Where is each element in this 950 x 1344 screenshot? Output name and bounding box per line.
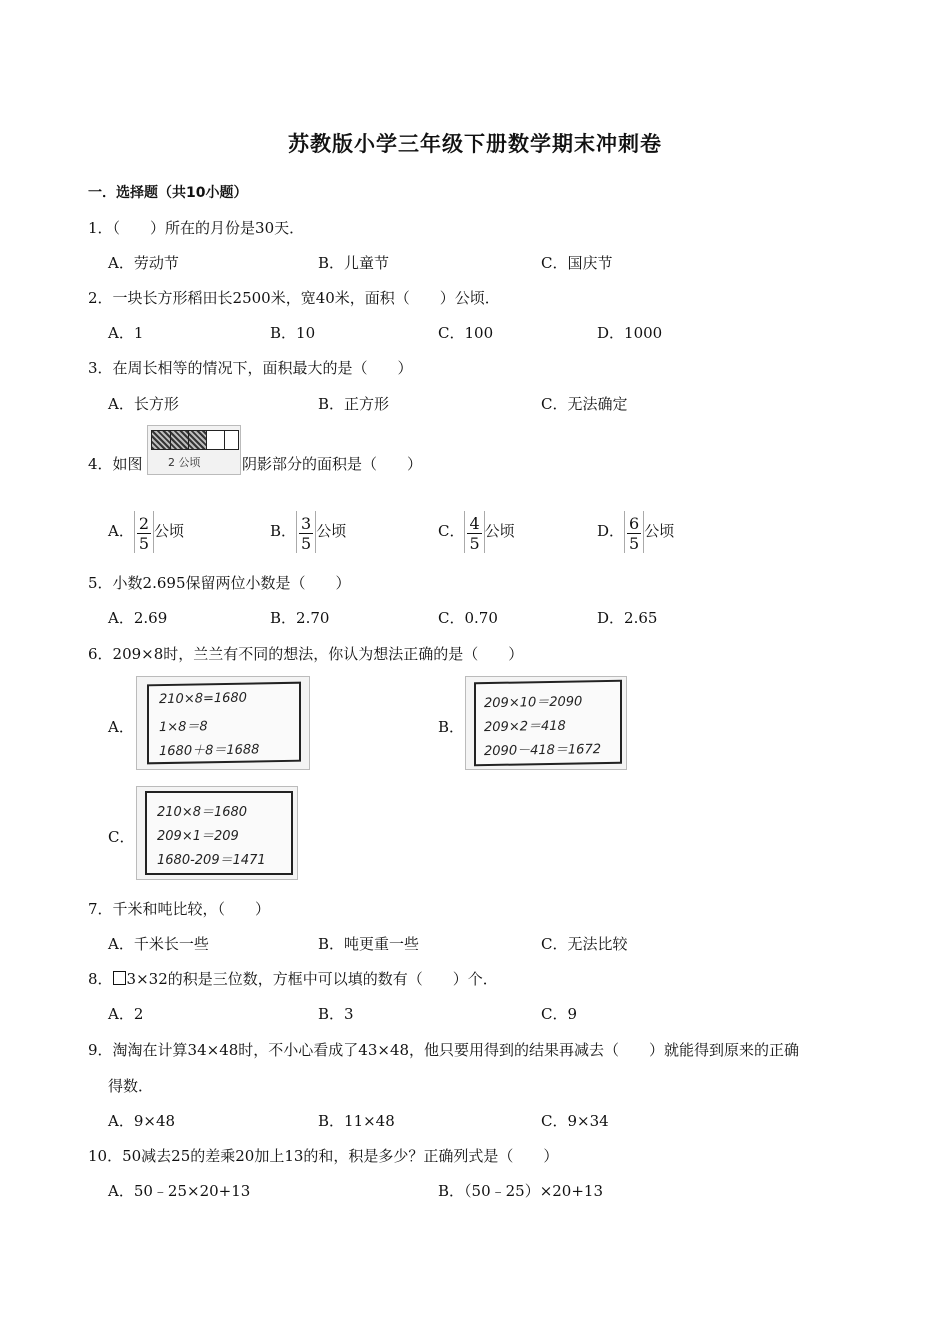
question-1-stem: 1．（ ）所在的月份是30天．	[88, 219, 305, 237]
question-1-option-c[interactable]: C．国庆节	[541, 254, 613, 272]
question-8-stem	[88, 969, 498, 989]
question-8-option-c[interactable]: C．9	[541, 1005, 578, 1023]
question-6-option-b-image[interactable]	[465, 676, 627, 770]
question-6-option-c-label[interactable]: C．	[108, 828, 135, 846]
question-8-option-b[interactable]: B．3	[318, 1005, 354, 1023]
question-5-option-d[interactable]: D．2.65	[597, 609, 658, 627]
question-3-stem: 3．在周长相等的情况下，面积最大的是（ ）	[88, 359, 413, 377]
question-7-option-c[interactable]: C．无法比较	[541, 935, 628, 953]
question-3-option-c[interactable]: C．无法确定	[541, 395, 628, 413]
unit-label: 公顷	[316, 522, 347, 540]
question-4-stem-suffix: 阴影部分的面积是（ ）	[242, 455, 423, 473]
option-letter: C．	[438, 522, 465, 540]
calc-line: 2090－418＝1672	[484, 742, 601, 760]
strip-divider	[188, 431, 189, 449]
question-9-stem-line-1: 9．淘淘在计算34×48时，不小心看成了43×48，他只要用得到的结果再减去（ ）就能得到原来的正确	[88, 1041, 800, 1059]
handwritten-card	[147, 682, 301, 765]
question-1-option-a[interactable]: A．劳动节	[108, 254, 179, 272]
question-4-stem-prefix: 4．如图	[88, 455, 143, 473]
calc-line: 1×8＝8	[159, 719, 208, 736]
question-4-option-c[interactable]	[438, 510, 515, 553]
question-2-option-c[interactable]: C．100	[438, 324, 494, 342]
section-heading: 一．选择题（共10小题）	[88, 185, 248, 201]
strip-divider	[170, 431, 171, 449]
question-9-option-a[interactable]: A．9×48	[108, 1112, 176, 1130]
option-letter: D．	[597, 522, 625, 540]
handwritten-card	[145, 791, 293, 875]
question-3-option-b[interactable]: B．正方形	[318, 395, 390, 413]
calc-line: 210×8=1680	[159, 690, 247, 708]
question-5-option-b[interactable]: B．2.70	[270, 609, 330, 627]
question-2-option-d[interactable]: D．1000	[597, 324, 663, 342]
area-strip-figure	[147, 425, 241, 475]
question-number: 8．	[88, 970, 113, 988]
calc-line: 209×1＝209	[157, 829, 239, 844]
calc-line: 210×8＝1680	[157, 805, 248, 820]
strip-bar	[151, 430, 239, 450]
calc-line: 1680-209＝1471	[157, 853, 266, 868]
question-7-option-b[interactable]: B．吨更重一些	[318, 935, 420, 953]
unit-label: 公顷	[644, 522, 675, 540]
question-4-option-d[interactable]	[597, 510, 674, 553]
fraction: $\frac{6}{5}$	[629, 513, 640, 553]
fraction: $\frac{3}{5}$	[301, 513, 312, 553]
question-6-option-b-label[interactable]: B．	[438, 718, 465, 736]
question-2-stem: 2．一块长方形稻田长2500米，宽40米，面积（ ）公顷．	[88, 289, 500, 307]
calc-line: 1680＋8＝1688	[159, 742, 260, 760]
question-5-stem: 5．小数2.695保留两位小数是（ ）	[88, 574, 351, 592]
unit-label: 公顷	[484, 522, 515, 540]
shaded-part	[152, 431, 207, 449]
question-10-stem: 10．50减去25的差乘20加上13的和，积是多少？正确列式是（ ）	[88, 1147, 559, 1165]
question-9-option-b[interactable]: B．11×48	[318, 1112, 395, 1130]
question-5-option-c[interactable]: C．0.70	[438, 609, 498, 627]
fraction: $\frac{2}{5}$	[138, 513, 150, 553]
question-text: 3×32的积是三位数，方框中可以填的数有（ ）个．	[126, 970, 498, 988]
question-6-option-c-image[interactable]	[136, 786, 298, 880]
question-2-option-a[interactable]: A．1	[108, 324, 144, 342]
question-6-option-a-image[interactable]	[136, 676, 310, 770]
question-10-option-b[interactable]: B．（50﹣25）×20+13	[438, 1182, 604, 1200]
question-6-stem: 6．209×8时，兰兰有不同的想法，你认为想法正确的是（ ）	[88, 645, 524, 663]
question-5-option-a[interactable]: A．2.69	[108, 609, 168, 627]
question-1-option-b[interactable]: B．儿童节	[318, 254, 390, 272]
question-4-option-a[interactable]	[108, 510, 184, 553]
calc-line: 209×2＝418	[484, 718, 566, 736]
page-title: 苏教版小学三年级下册数学期末冲刺卷	[288, 132, 662, 156]
question-10-option-a[interactable]: A．50﹣25×20+13	[108, 1182, 251, 1200]
unit-label: 公顷	[154, 522, 185, 540]
option-letter: A．	[108, 522, 134, 540]
calc-line: 209×10＝2090	[484, 694, 583, 712]
strip-divider	[224, 431, 225, 449]
question-7-option-a[interactable]: A．千米长一些	[108, 935, 209, 953]
question-4-option-b[interactable]	[270, 510, 346, 553]
question-9-stem-line-2: 得数．	[108, 1077, 154, 1095]
question-2-option-b[interactable]: B．10	[270, 324, 316, 342]
question-6-option-a-label[interactable]: A．	[108, 718, 134, 736]
fraction: $\frac{4}{5}$	[469, 513, 480, 553]
handwritten-card	[474, 680, 622, 767]
question-3-option-a[interactable]: A．长方形	[108, 395, 179, 413]
question-9-option-c[interactable]: C．9×34	[541, 1112, 609, 1130]
blank-box-icon	[113, 971, 126, 985]
question-8-option-a[interactable]: A．2	[108, 1005, 144, 1023]
question-7-stem: 7．千米和吨比较，（ ）	[88, 900, 271, 918]
option-letter: B．	[270, 522, 297, 540]
strip-label: 2 公顷	[168, 456, 201, 469]
